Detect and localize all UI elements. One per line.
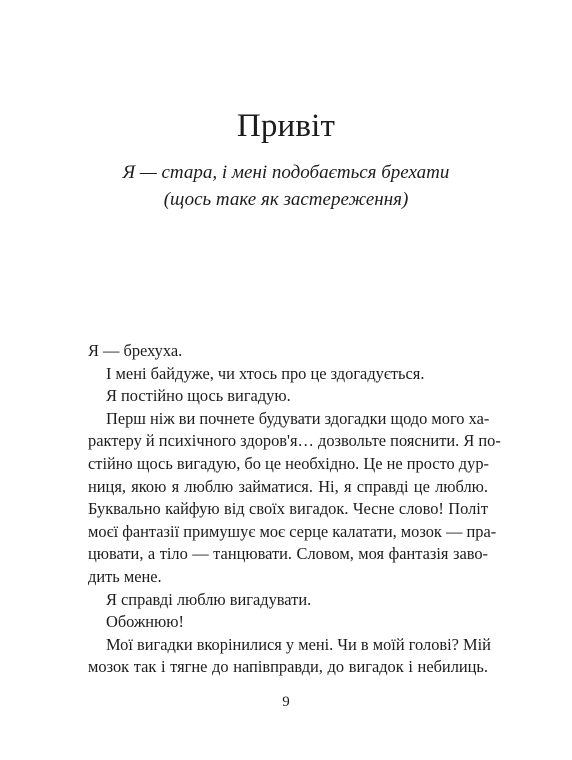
text-line: Обожнюю! — [106, 612, 185, 632]
text-line: стійно щось вигадую, бо це необхідно. Це не просто дур- — [88, 453, 489, 473]
text-line: цювати, а тіло — танцювати. Словом, моя фантазія заво- — [88, 544, 488, 564]
text-line: дить мене. — [88, 566, 162, 586]
text-line: Перш ніж ви почнете будувати здогадки щодо мого ха- — [106, 408, 490, 428]
text-line: ниця, якою я люблю займатися. Ні, я справді це люблю. — [88, 476, 488, 496]
text-line: Я справді люблю вигадувати. — [106, 589, 312, 609]
text-line: Мої вигадки вкорінилися у мені. Чи в моїй голові? Мій — [106, 634, 491, 654]
text-line: І мені байдуже, чи хтось про це здогадується. — [106, 363, 425, 383]
chapter-subtitle-line-2: (щось таке як застереження) — [163, 189, 409, 210]
page-number: 9 — [282, 694, 290, 710]
text-line: Я постійно щось вигадую. — [106, 386, 291, 406]
text-line: рактеру й психічного здоров'я… дозвольте пояснити. Я по- — [88, 431, 501, 451]
chapter-title: Привіт — [236, 108, 336, 144]
text-line: мозок так і тягне до напівправди, до вигадок і небилиць. — [88, 657, 488, 677]
text-line: Я — брехуха. — [88, 341, 183, 360]
text-line: Буквально кайфую від своїх вигадок. Чесне слово! Політ — [88, 499, 488, 519]
text-line: моєї фантазії примушує моє серце калатати, мозок — пра- — [88, 521, 497, 541]
body-text — [88, 340, 501, 679]
chapter-subtitle-line-1: Я — стара, і мені подобається брехати — [122, 162, 450, 183]
